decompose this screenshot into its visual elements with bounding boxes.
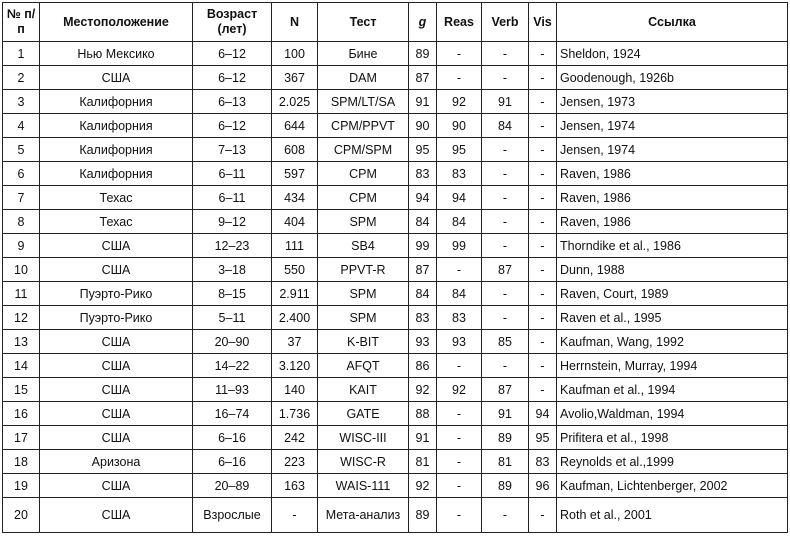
- cell-ref: Raven, Court, 1989: [557, 282, 788, 306]
- table-row: [3, 282, 788, 306]
- cell-test: SPM: [318, 210, 409, 234]
- cell-n: 434: [272, 186, 318, 210]
- cell-g: 86: [409, 354, 437, 378]
- cell-test: PPVT-R: [318, 258, 409, 282]
- cell-reas: -: [437, 42, 482, 66]
- cell-vis: -: [529, 90, 557, 114]
- table-row: [3, 162, 788, 186]
- cell-n: 140: [272, 378, 318, 402]
- cell-verb: 87: [482, 378, 529, 402]
- table-row: [3, 378, 788, 402]
- cell-ref: Avolio,Waldman, 1994: [557, 402, 788, 426]
- cell-age: 14–22: [193, 354, 272, 378]
- table-row: [3, 426, 788, 450]
- cell-test: AFQT: [318, 354, 409, 378]
- cell-ref: Raven, 1986: [557, 186, 788, 210]
- cell-location: Калифорния: [40, 90, 193, 114]
- cell-n: 111: [272, 234, 318, 258]
- cell-reas: -: [437, 450, 482, 474]
- cell-n: 404: [272, 210, 318, 234]
- cell-reas: -: [437, 426, 482, 450]
- cell-vis: -: [529, 330, 557, 354]
- cell-vis: -: [529, 378, 557, 402]
- cell-age: 9–12: [193, 210, 272, 234]
- cell-num: 3: [3, 90, 40, 114]
- cell-n: 3.120: [272, 354, 318, 378]
- cell-g: 95: [409, 138, 437, 162]
- cell-ref: Raven, 1986: [557, 162, 788, 186]
- cell-location: США: [40, 378, 193, 402]
- cell-n: 597: [272, 162, 318, 186]
- cell-age: 6–12: [193, 66, 272, 90]
- table-header: [3, 3, 788, 42]
- cell-test: WISC-R: [318, 450, 409, 474]
- cell-age: Взрослые: [193, 498, 272, 533]
- cell-age: 6–16: [193, 450, 272, 474]
- cell-ref: Prifitera et al., 1998: [557, 426, 788, 450]
- cell-num: 12: [3, 306, 40, 330]
- cell-location: США: [40, 474, 193, 498]
- header-age: Возраст (лет): [193, 3, 272, 42]
- table-row: [3, 210, 788, 234]
- cell-num: 1: [3, 42, 40, 66]
- table-row: [3, 258, 788, 282]
- cell-verb: 89: [482, 426, 529, 450]
- header-g: g: [409, 3, 437, 42]
- cell-num: 11: [3, 282, 40, 306]
- cell-n: 367: [272, 66, 318, 90]
- cell-verb: -: [482, 282, 529, 306]
- cell-age: 6–13: [193, 90, 272, 114]
- cell-ref: Raven et al., 1995: [557, 306, 788, 330]
- cell-vis: 95: [529, 426, 557, 450]
- cell-g: 94: [409, 186, 437, 210]
- header-row: [3, 3, 788, 42]
- cell-location: Калифорния: [40, 162, 193, 186]
- cell-n: 2.400: [272, 306, 318, 330]
- cell-reas: 92: [437, 378, 482, 402]
- cell-test: GATE: [318, 402, 409, 426]
- cell-num: 18: [3, 450, 40, 474]
- cell-location: Пуэрто-Рико: [40, 282, 193, 306]
- cell-g: 87: [409, 258, 437, 282]
- cell-reas: 83: [437, 162, 482, 186]
- cell-ref: Kaufman et al., 1994: [557, 378, 788, 402]
- cell-age: 16–74: [193, 402, 272, 426]
- cell-age: 3–18: [193, 258, 272, 282]
- cell-ref: Roth et al., 2001: [557, 498, 788, 533]
- cell-num: 20: [3, 498, 40, 533]
- cell-age: 6–12: [193, 42, 272, 66]
- cell-vis: -: [529, 66, 557, 90]
- table-row: [3, 354, 788, 378]
- cell-vis: 96: [529, 474, 557, 498]
- table-row: [3, 402, 788, 426]
- cell-ref: Reynolds et al.,1999: [557, 450, 788, 474]
- cell-verb: -: [482, 210, 529, 234]
- cell-reas: -: [437, 474, 482, 498]
- header-num: № п/п: [3, 3, 40, 42]
- cell-reas: 95: [437, 138, 482, 162]
- cell-num: 5: [3, 138, 40, 162]
- cell-location: Пуэрто-Рико: [40, 306, 193, 330]
- cell-test: Мета-анализ: [318, 498, 409, 533]
- cell-test: CPM/SPM: [318, 138, 409, 162]
- cell-verb: -: [482, 162, 529, 186]
- cell-n: 37: [272, 330, 318, 354]
- cell-vis: -: [529, 282, 557, 306]
- cell-ref: Thorndike et al., 1986: [557, 234, 788, 258]
- cell-location: Техас: [40, 210, 193, 234]
- cell-g: 84: [409, 282, 437, 306]
- cell-verb: 91: [482, 402, 529, 426]
- header-test: Тест: [318, 3, 409, 42]
- cell-test: CPM/PPVT: [318, 114, 409, 138]
- cell-vis: 94: [529, 402, 557, 426]
- cell-g: 93: [409, 330, 437, 354]
- cell-g: 99: [409, 234, 437, 258]
- cell-ref: Dunn, 1988: [557, 258, 788, 282]
- cell-g: 92: [409, 378, 437, 402]
- table-row: [3, 90, 788, 114]
- cell-num: 6: [3, 162, 40, 186]
- cell-vis: -: [529, 234, 557, 258]
- cell-age: 6–11: [193, 186, 272, 210]
- cell-verb: 81: [482, 450, 529, 474]
- cell-verb: -: [482, 234, 529, 258]
- table-container: [2, 2, 788, 533]
- cell-location: Техас: [40, 186, 193, 210]
- cell-vis: -: [529, 186, 557, 210]
- cell-num: 19: [3, 474, 40, 498]
- cell-ref: Kaufman, Wang, 1992: [557, 330, 788, 354]
- cell-verb: -: [482, 354, 529, 378]
- cell-verb: 85: [482, 330, 529, 354]
- cell-age: 6–11: [193, 162, 272, 186]
- cell-location: США: [40, 330, 193, 354]
- cell-g: 87: [409, 66, 437, 90]
- cell-reas: -: [437, 354, 482, 378]
- cell-n: 163: [272, 474, 318, 498]
- cell-vis: -: [529, 354, 557, 378]
- table-row: [3, 498, 788, 533]
- cell-ref: Goodenough, 1926b: [557, 66, 788, 90]
- cell-age: 7–13: [193, 138, 272, 162]
- cell-age: 12–23: [193, 234, 272, 258]
- cell-num: 17: [3, 426, 40, 450]
- cell-ref: Raven, 1986: [557, 210, 788, 234]
- table-row: [3, 474, 788, 498]
- cell-location: Калифорния: [40, 114, 193, 138]
- cell-verb: 91: [482, 90, 529, 114]
- cell-location: США: [40, 66, 193, 90]
- cell-location: Нью Мексико: [40, 42, 193, 66]
- cell-n: 100: [272, 42, 318, 66]
- table-row: [3, 450, 788, 474]
- cell-reas: 93: [437, 330, 482, 354]
- table-row: [3, 306, 788, 330]
- cell-vis: -: [529, 306, 557, 330]
- cell-g: 90: [409, 114, 437, 138]
- cell-vis: 83: [529, 450, 557, 474]
- cell-n: 242: [272, 426, 318, 450]
- cell-vis: -: [529, 258, 557, 282]
- cell-age: 6–12: [193, 114, 272, 138]
- cell-verb: 89: [482, 474, 529, 498]
- table-row: [3, 114, 788, 138]
- cell-verb: -: [482, 306, 529, 330]
- cell-reas: -: [437, 498, 482, 533]
- cell-num: 16: [3, 402, 40, 426]
- cell-test: SPM: [318, 282, 409, 306]
- cell-ref: Jensen, 1974: [557, 114, 788, 138]
- cell-location: США: [40, 258, 193, 282]
- cell-reas: 94: [437, 186, 482, 210]
- header-location: Местоположение: [40, 3, 193, 42]
- cell-n: 223: [272, 450, 318, 474]
- cell-age: 6–16: [193, 426, 272, 450]
- cell-g: 91: [409, 426, 437, 450]
- table-body: [3, 42, 788, 533]
- cell-test: CPM: [318, 162, 409, 186]
- cell-ref: Jensen, 1973: [557, 90, 788, 114]
- cell-age: 20–90: [193, 330, 272, 354]
- cell-num: 7: [3, 186, 40, 210]
- cell-location: США: [40, 426, 193, 450]
- cell-test: SPM: [318, 306, 409, 330]
- cell-g: 91: [409, 90, 437, 114]
- cell-verb: -: [482, 138, 529, 162]
- table-row: [3, 234, 788, 258]
- cell-g: 83: [409, 162, 437, 186]
- cell-test: SB4: [318, 234, 409, 258]
- cell-verb: -: [482, 42, 529, 66]
- cell-verb: -: [482, 498, 529, 533]
- table-row: [3, 330, 788, 354]
- cell-ref: Herrnstein, Murray, 1994: [557, 354, 788, 378]
- cell-n: -: [272, 498, 318, 533]
- header-ref: Ссылка: [557, 3, 788, 42]
- cell-verb: -: [482, 66, 529, 90]
- cell-location: США: [40, 402, 193, 426]
- cell-g: 83: [409, 306, 437, 330]
- cell-age: 8–15: [193, 282, 272, 306]
- cell-vis: -: [529, 114, 557, 138]
- cell-verb: 84: [482, 114, 529, 138]
- cell-g: 89: [409, 498, 437, 533]
- cell-g: 81: [409, 450, 437, 474]
- cell-test: SPM/LT/SA: [318, 90, 409, 114]
- cell-location: Калифорния: [40, 138, 193, 162]
- cell-test: WAIS-111: [318, 474, 409, 498]
- cell-n: 1.736: [272, 402, 318, 426]
- cell-vis: -: [529, 138, 557, 162]
- cell-n: 2.911: [272, 282, 318, 306]
- cell-ref: Jensen, 1974: [557, 138, 788, 162]
- cell-age: 5–11: [193, 306, 272, 330]
- cell-num: 2: [3, 66, 40, 90]
- cell-location: США: [40, 354, 193, 378]
- header-verb: Verb: [482, 3, 529, 42]
- cell-test: DAM: [318, 66, 409, 90]
- cell-test: WISC-III: [318, 426, 409, 450]
- cell-vis: -: [529, 498, 557, 533]
- table-row: [3, 66, 788, 90]
- cell-reas: -: [437, 402, 482, 426]
- header-reas: Reas: [437, 3, 482, 42]
- cell-ref: Kaufman, Lichtenberger, 2002: [557, 474, 788, 498]
- cell-reas: 92: [437, 90, 482, 114]
- cell-verb: 87: [482, 258, 529, 282]
- cell-num: 14: [3, 354, 40, 378]
- table-row: [3, 42, 788, 66]
- cell-location: США: [40, 234, 193, 258]
- header-vis: Vis: [529, 3, 557, 42]
- cell-location: США: [40, 498, 193, 533]
- cell-n: 550: [272, 258, 318, 282]
- cell-reas: 84: [437, 282, 482, 306]
- cell-vis: -: [529, 42, 557, 66]
- table-row: [3, 138, 788, 162]
- cell-n: 644: [272, 114, 318, 138]
- table-row: [3, 186, 788, 210]
- cell-reas: 83: [437, 306, 482, 330]
- cell-reas: -: [437, 258, 482, 282]
- cell-reas: 99: [437, 234, 482, 258]
- cell-reas: -: [437, 66, 482, 90]
- cell-test: CPM: [318, 186, 409, 210]
- cell-age: 20–89: [193, 474, 272, 498]
- cell-location: Аризона: [40, 450, 193, 474]
- cell-reas: 84: [437, 210, 482, 234]
- cell-num: 15: [3, 378, 40, 402]
- header-n: N: [272, 3, 318, 42]
- cell-reas: 90: [437, 114, 482, 138]
- cell-g: 88: [409, 402, 437, 426]
- cell-n: 608: [272, 138, 318, 162]
- cell-g: 84: [409, 210, 437, 234]
- cell-n: 2.025: [272, 90, 318, 114]
- cell-verb: -: [482, 186, 529, 210]
- cell-num: 4: [3, 114, 40, 138]
- cell-ref: Sheldon, 1924: [557, 42, 788, 66]
- cell-num: 8: [3, 210, 40, 234]
- cell-test: Бине: [318, 42, 409, 66]
- data-table: [2, 2, 788, 533]
- cell-num: 9: [3, 234, 40, 258]
- cell-num: 10: [3, 258, 40, 282]
- cell-test: KAIT: [318, 378, 409, 402]
- cell-test: K-BIT: [318, 330, 409, 354]
- cell-age: 11–93: [193, 378, 272, 402]
- cell-vis: -: [529, 210, 557, 234]
- cell-vis: -: [529, 162, 557, 186]
- cell-g: 92: [409, 474, 437, 498]
- cell-num: 13: [3, 330, 40, 354]
- cell-g: 89: [409, 42, 437, 66]
